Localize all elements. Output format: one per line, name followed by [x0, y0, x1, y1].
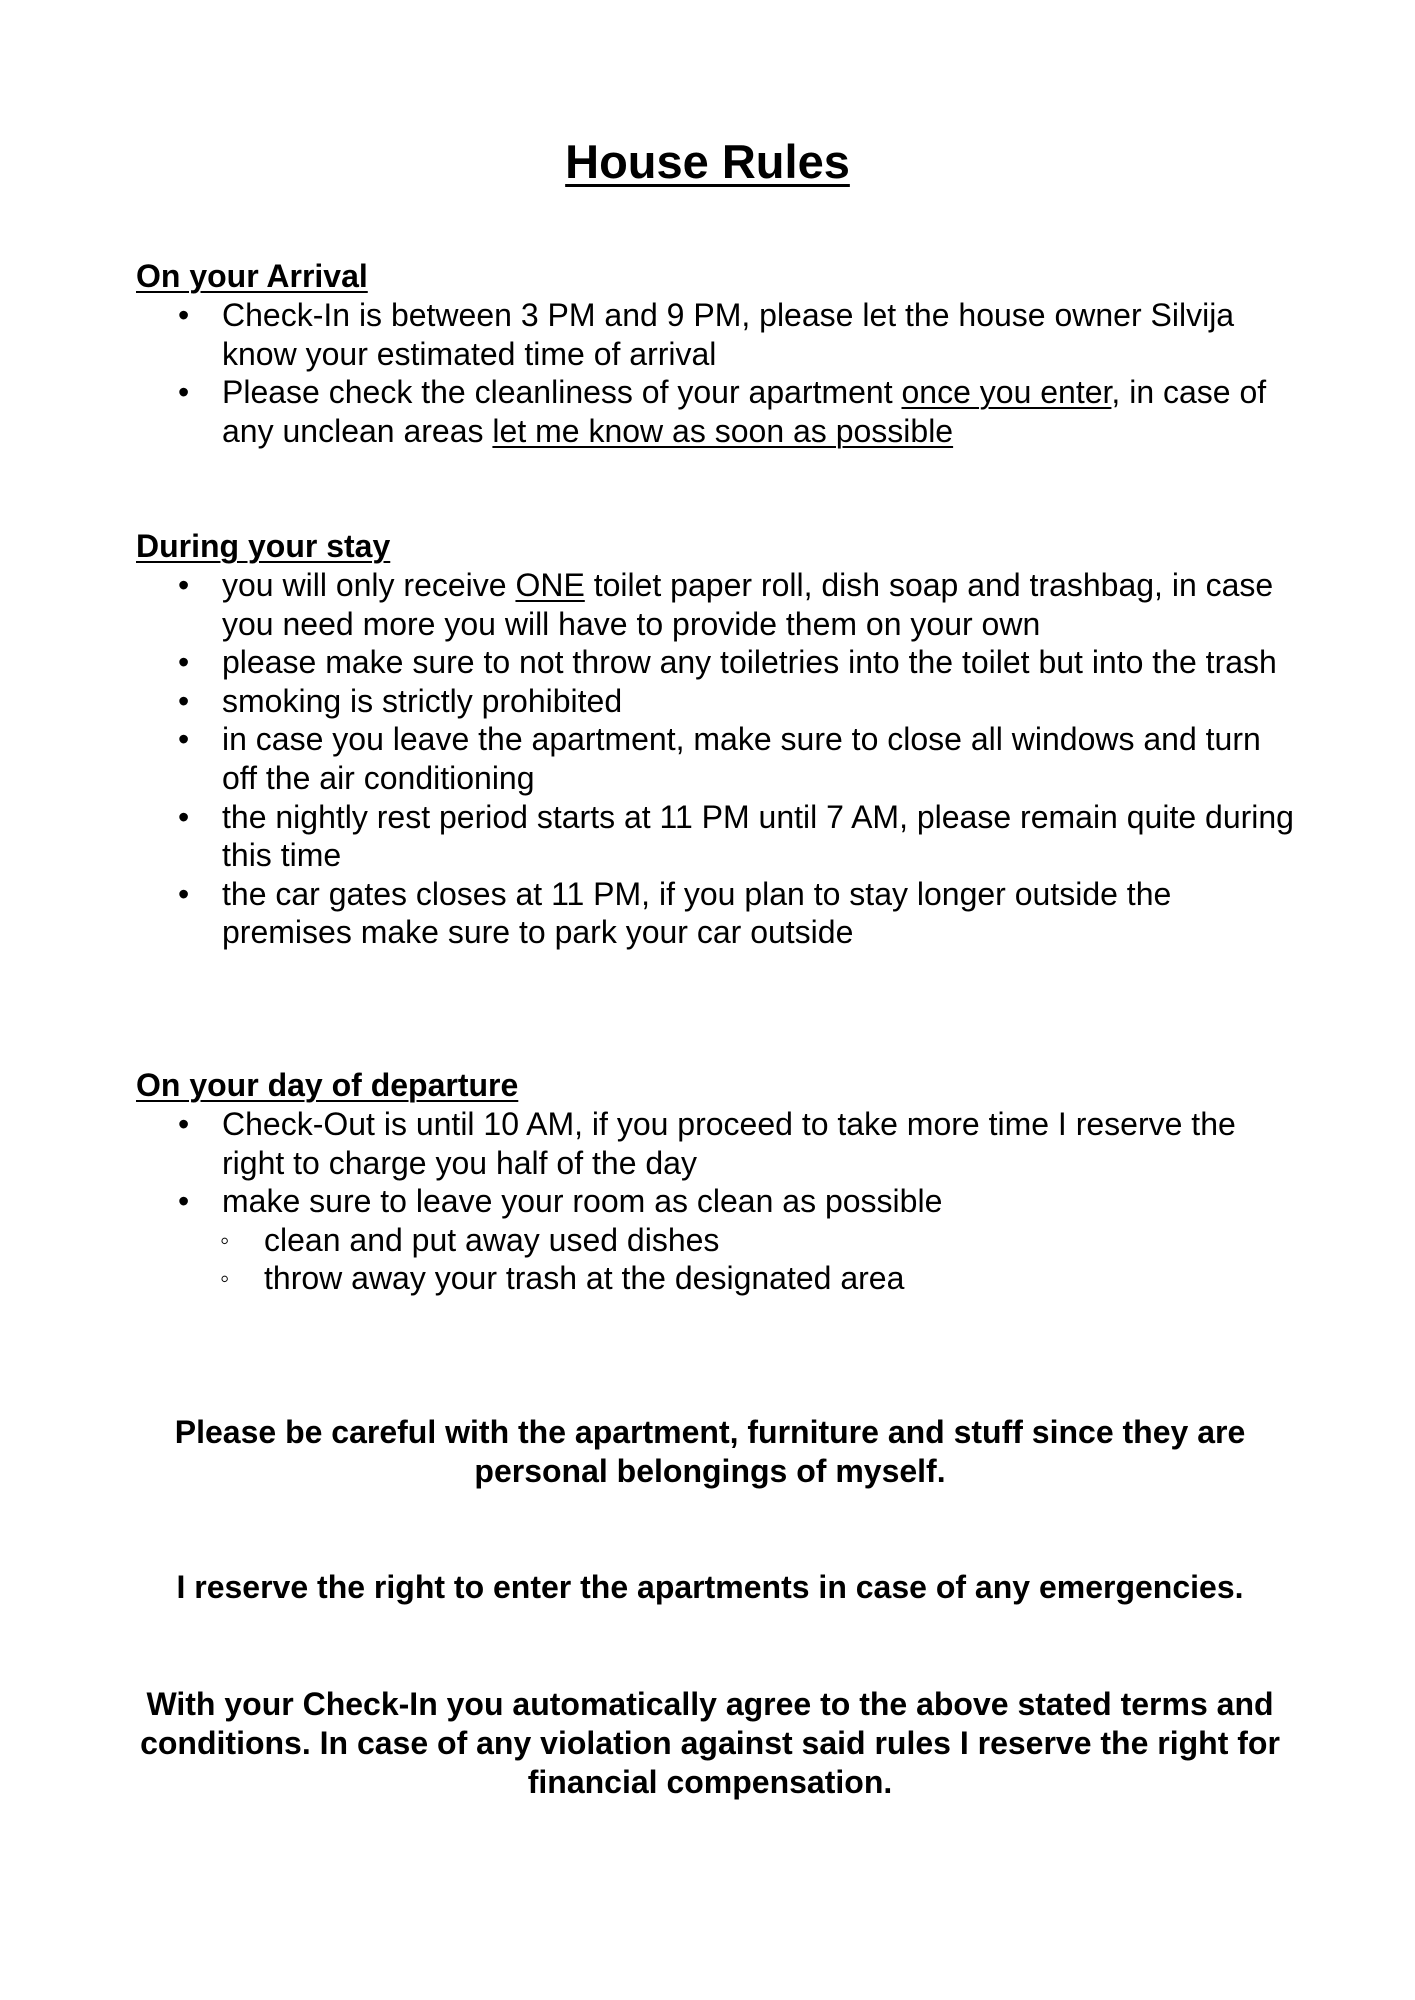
departure-sub-2-text: throw away your trash at the designated area	[264, 1260, 905, 1297]
stay-item-1-text-a: you will only receive	[222, 567, 516, 603]
arrival-item-1-text: Check-In is between 3 PM and 9 PM, please let the house owner Silvija know your estimated time of arrival	[222, 297, 1235, 372]
stay-item-3-text: smoking is strictly prohibited	[222, 682, 623, 719]
list-item	[136, 1105, 1296, 1182]
departure-item-2-text: make sure to leave your room as clean as possible	[222, 1183, 943, 1220]
list-item	[136, 1182, 1296, 1221]
stay-item-2-text: please make sure to not throw any toiletries into the toilet but into the trash	[222, 644, 1277, 681]
departure-section	[136, 1066, 1296, 1298]
stay-item-4-text: in case you leave the apartment, make sure to close all windows and turn off the air conditioning	[222, 721, 1261, 796]
arrival-heading: On your Arrival	[136, 258, 368, 294]
stay-item-6-text: the car gates closes at 11 PM, if you plan to stay longer outside the premises make sure to park your car outside	[222, 875, 1172, 951]
arrival-item-2-underline-1: once you enter	[901, 374, 1112, 411]
arrival-list	[136, 296, 1296, 450]
list-item	[136, 798, 1296, 875]
list-item	[136, 1259, 1296, 1298]
stay-item-1-text-b: toilet paper roll, dish soap and trashbag, in case you need more you will have to provide them on your own	[222, 567, 1274, 642]
departure-heading: On your day of departure	[136, 1067, 519, 1103]
departure-sublist	[136, 1221, 1296, 1298]
list-item	[136, 643, 1296, 682]
notice-agree: With your Check-In you automatically agree to the above stated terms and conditions. In case of any violation against said rules I reserve the right for financial compensation.	[140, 1686, 1280, 1800]
list-item	[136, 1221, 1296, 1260]
arrival-section	[136, 257, 1296, 450]
departure-list	[136, 1105, 1296, 1221]
list-item	[136, 296, 1296, 373]
arrival-item-2-text-b: , in case of any unclean areas	[222, 374, 1267, 449]
page-title: House Rules	[565, 135, 850, 188]
list-item	[136, 566, 1296, 643]
arrival-item-2-text-a: Please check the cleanliness of your apartment	[222, 374, 902, 411]
stay-list	[136, 566, 1296, 952]
stay-heading: During your stay	[136, 528, 391, 564]
departure-sub-1-text: clean and put away used dishes	[264, 1221, 720, 1258]
stay-item-1-underline: ONE	[515, 567, 585, 603]
notice-reserve: I reserve the right to enter the apartments in case of any emergencies.	[176, 1569, 1244, 1605]
list-item	[136, 875, 1296, 952]
list-item	[136, 682, 1296, 721]
stay-section	[136, 527, 1296, 952]
list-item	[136, 720, 1296, 797]
arrival-item-2-underline-2: let me know as soon as possible	[492, 412, 954, 449]
notice-careful: Please be careful with the apartment, furniture and stuff since they are personal belongings of myself.	[174, 1414, 1246, 1489]
list-item	[136, 373, 1296, 450]
stay-item-5-text: the nightly rest period starts at 11 PM until 7 AM, please remain quite during this time	[222, 798, 1294, 874]
departure-item-1-text: Check-Out is until 10 AM, if you proceed to take more time I reserve the right to charge you half of the day	[222, 1106, 1236, 1181]
